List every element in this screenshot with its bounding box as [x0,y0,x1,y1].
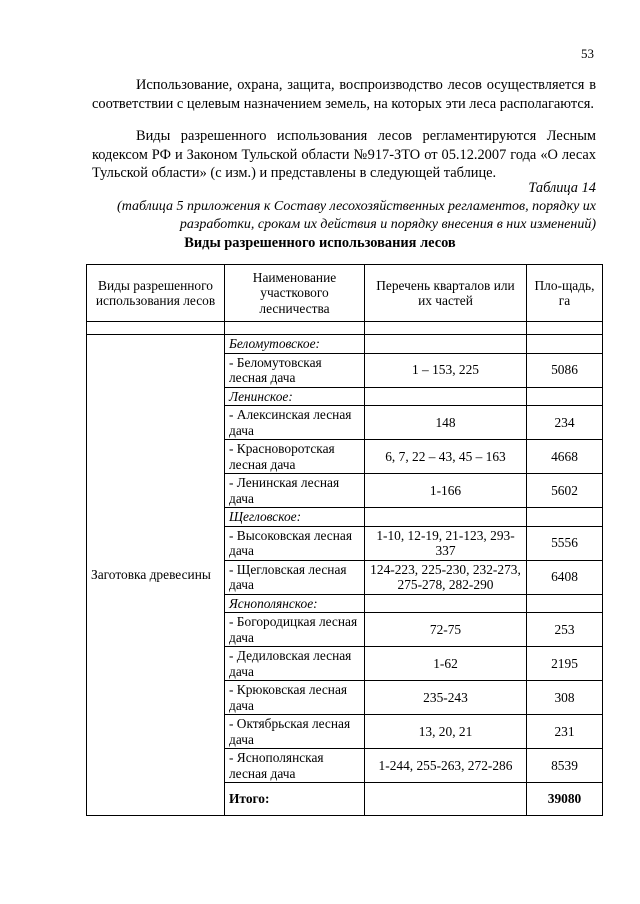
group-name: Щегловское: [225,508,365,527]
header-quarters: Перечень кварталов или их частей [365,265,527,322]
empty-cell [365,508,527,527]
page-number: 53 [581,46,594,61]
quarters-cell: 1-62 [365,647,527,681]
spacer-row [87,322,603,335]
empty-cell [365,335,527,354]
forest-name: - Крюковская лесная дача [225,681,365,715]
group-name: Яснополянское: [225,594,365,613]
quarters-cell: 235-243 [365,681,527,715]
area-cell: 231 [527,715,603,749]
forest-name: - Октябрьская лесная дача [225,715,365,749]
header-area: Пло-щадь, га [527,265,603,322]
table-header-row [87,265,603,322]
empty-cell [527,322,603,335]
forest-name: - Богородицкая лесная дача [225,613,365,647]
forest-name: - Дедиловская лесная дача [225,647,365,681]
group-name: Ленинское: [225,387,365,406]
area-cell: 2195 [527,647,603,681]
forest-name: - Яснополянская лесная дача [225,749,365,783]
quarters-cell: 1 – 153, 225 [365,353,527,387]
quarters-cell: 148 [365,406,527,440]
group-name: Беломутовское: [225,335,365,354]
quarters-cell: 1-166 [365,474,527,508]
table-source-note: (таблица 5 приложения к Составу лесохозяйственных регламентов, порядку их разработки, срокам их действия и порядку внесения в них изменений) [117,199,596,232]
table-title: Виды разрешенного использования лесов [184,235,456,251]
quarters-cell: 72-75 [365,613,527,647]
paragraph-1: Использование, охрана, защита, воспроизводство лесов осуществляется в соответствии с целевым назначением земель, на которых эти леса располагаются. [92,77,596,112]
empty-cell [365,387,527,406]
forest-name: - Щегловская лесная дача [225,560,365,594]
table-body [87,322,603,816]
quarters-cell: 1-10, 12-19, 21-123, 293-337 [365,526,527,560]
area-cell: 5556 [527,526,603,560]
use-type-cell: Заготовка древесины [87,335,225,816]
forest-name: - Высоковская лесная дача [225,526,365,560]
area-cell: 308 [527,681,603,715]
quarters-cell: 6, 7, 22 – 43, 45 – 163 [365,440,527,474]
empty-cell [365,783,527,816]
total-value: 39080 [527,783,603,816]
paragraph-2: Виды разрешенного использования лесов регламентируются Лесным кодексом РФ и Законом Тульской области №917-ЗТО от 05.12.2007 года «О лесах Тульской области» (с изм.) и представлены в следующей таблице. [92,128,596,181]
empty-cell [527,508,603,527]
quarters-cell: 13, 20, 21 [365,715,527,749]
empty-cell [87,322,225,335]
area-cell: 6408 [527,560,603,594]
empty-cell [365,594,527,613]
area-cell: 234 [527,406,603,440]
empty-cell [527,335,603,354]
area-cell: 5086 [527,353,603,387]
forest-name: - Ленинская лесная дача [225,474,365,508]
total-label: Итого: [225,783,365,816]
area-cell: 5602 [527,474,603,508]
forest-use-table [86,264,603,816]
empty-cell [365,322,527,335]
group-row [87,335,603,354]
header-use-type: Виды разрешенного использования лесов [87,265,225,322]
table-caption: Таблица 14 [528,180,596,196]
area-cell: 253 [527,613,603,647]
empty-cell [225,322,365,335]
quarters-cell: 1-244, 255-263, 272-286 [365,749,527,783]
empty-cell [527,387,603,406]
header-forestry: Наименование участкового лесничества [225,265,365,322]
forest-name: - Красноворотская лесная дача [225,440,365,474]
forest-name: - Беломутовская лесная дача [225,353,365,387]
forest-name: - Алексинская лесная дача [225,406,365,440]
area-cell: 8539 [527,749,603,783]
quarters-cell: 124-223, 225-230, 232-273, 275-278, 282-290 [365,560,527,594]
area-cell: 4668 [527,440,603,474]
empty-cell [527,594,603,613]
